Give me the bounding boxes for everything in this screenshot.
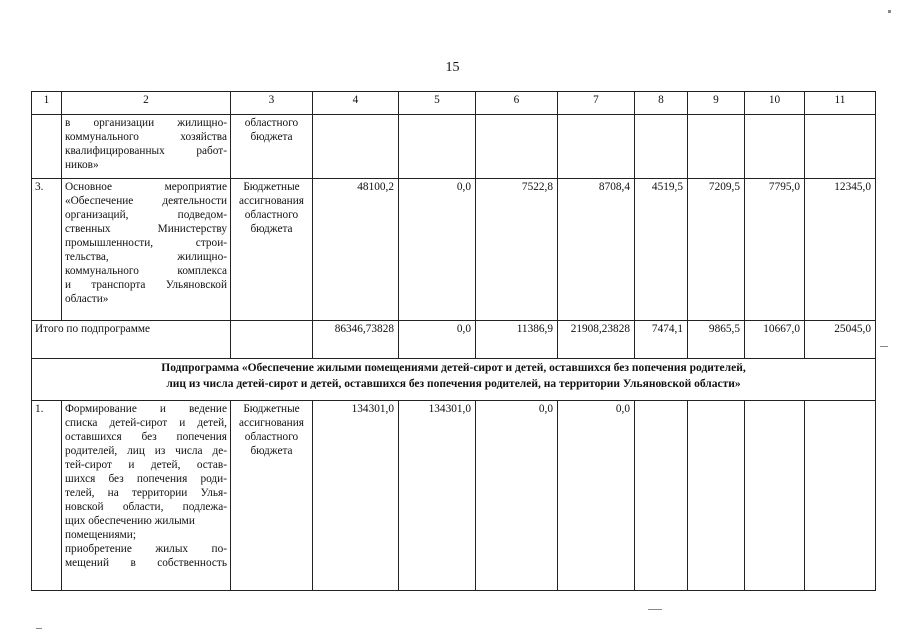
value-cell xyxy=(805,401,876,591)
scan-artifact xyxy=(36,628,42,629)
total-value-cell: 11386,9 xyxy=(476,321,558,359)
value-cell xyxy=(635,401,688,591)
column-header: 2 xyxy=(62,92,231,115)
funding-source-cell: областного бюджета xyxy=(231,115,313,179)
budget-table xyxy=(31,91,876,591)
column-header: 1 xyxy=(32,92,62,115)
column-header: 8 xyxy=(635,92,688,115)
column-number-row xyxy=(32,92,876,115)
value-cell: 8708,4 xyxy=(558,179,635,321)
total-value-cell: 9865,5 xyxy=(688,321,745,359)
total-value-cell: 21908,23828 xyxy=(558,321,635,359)
column-header: 10 xyxy=(745,92,805,115)
total-value-cell: 10667,0 xyxy=(745,321,805,359)
scan-artifact xyxy=(880,346,888,347)
scan-artifact xyxy=(888,10,891,13)
value-cell: 12345,0 xyxy=(805,179,876,321)
value-cell xyxy=(745,401,805,591)
subprogram-header-row xyxy=(32,359,876,401)
row-number-cell xyxy=(32,115,62,179)
row-number-cell: 3. xyxy=(32,179,62,321)
column-header: 6 xyxy=(476,92,558,115)
row-number-cell: 1. xyxy=(32,401,62,591)
value-cell: 0,0 xyxy=(558,401,635,591)
value-cell: 7209,5 xyxy=(688,179,745,321)
value-cell: 7522,8 xyxy=(476,179,558,321)
page-number: 15 xyxy=(445,60,460,75)
funding-source-cell: Бюджетные ассигнования областного бюджета xyxy=(231,179,313,321)
column-header: 4 xyxy=(313,92,399,115)
total-label-cell: Итого по подпрограмме xyxy=(32,321,231,359)
column-header: 3 xyxy=(231,92,313,115)
funding-source-cell xyxy=(231,321,313,359)
total-value-cell: 25045,0 xyxy=(805,321,876,359)
total-value-cell: 0,0 xyxy=(399,321,476,359)
value-cell: 7795,0 xyxy=(745,179,805,321)
value-cell: 0,0 xyxy=(399,179,476,321)
value-cell: 134301,0 xyxy=(313,401,399,591)
activity-name-cell: в организации жилищно- коммунального хозяйства квалифицированных работ- ников» xyxy=(62,115,231,179)
column-header: 9 xyxy=(688,92,745,115)
value-cell: 48100,2 xyxy=(313,179,399,321)
column-header: 7 xyxy=(558,92,635,115)
total-value-cell: 7474,1 xyxy=(635,321,688,359)
activity-name-cell: Основное мероприятие «Обеспечение деятельности организаций, подведом- ственных Министерству промышленности, строи- тельства, жилищно- коммунального комплекса и транспорта Ульяновской области» xyxy=(62,179,231,321)
scan-artifact xyxy=(648,609,662,610)
total-value-cell: 86346,73828 xyxy=(313,321,399,359)
value-cell: 134301,0 xyxy=(399,401,476,591)
funding-source-cell: Бюджетные ассигнования областного бюджета xyxy=(231,401,313,591)
table-row-3 xyxy=(32,179,876,321)
table-row-total xyxy=(32,321,876,359)
column-header: 11 xyxy=(805,92,876,115)
column-header: 5 xyxy=(399,92,476,115)
activity-name-cell: Формирование и ведение списка детей-сирот и детей, оставшихся без попечения родителей, лиц из числа де- тей-сирот и детей, остав- шихся без попечения роди- телей, на территории Улья- новской области, подлежа- щих обеспечению жилыми помещениями; приобретение жилых по- мещений в собственность xyxy=(62,401,231,591)
table-row-1 xyxy=(32,401,876,591)
subprogram-title: Подпрограмма «Обеспечение жилыми помещениями детей-сирот и детей, оставшихся без попечения родителей, лиц из числа детей-сирот и детей, оставшихся без попечения родителей, на территории Ульяновской области» xyxy=(32,359,876,401)
value-cell: 0,0 xyxy=(476,401,558,591)
value-cell: 4519,5 xyxy=(635,179,688,321)
value-cell xyxy=(688,401,745,591)
table-row-continuation xyxy=(32,115,876,179)
